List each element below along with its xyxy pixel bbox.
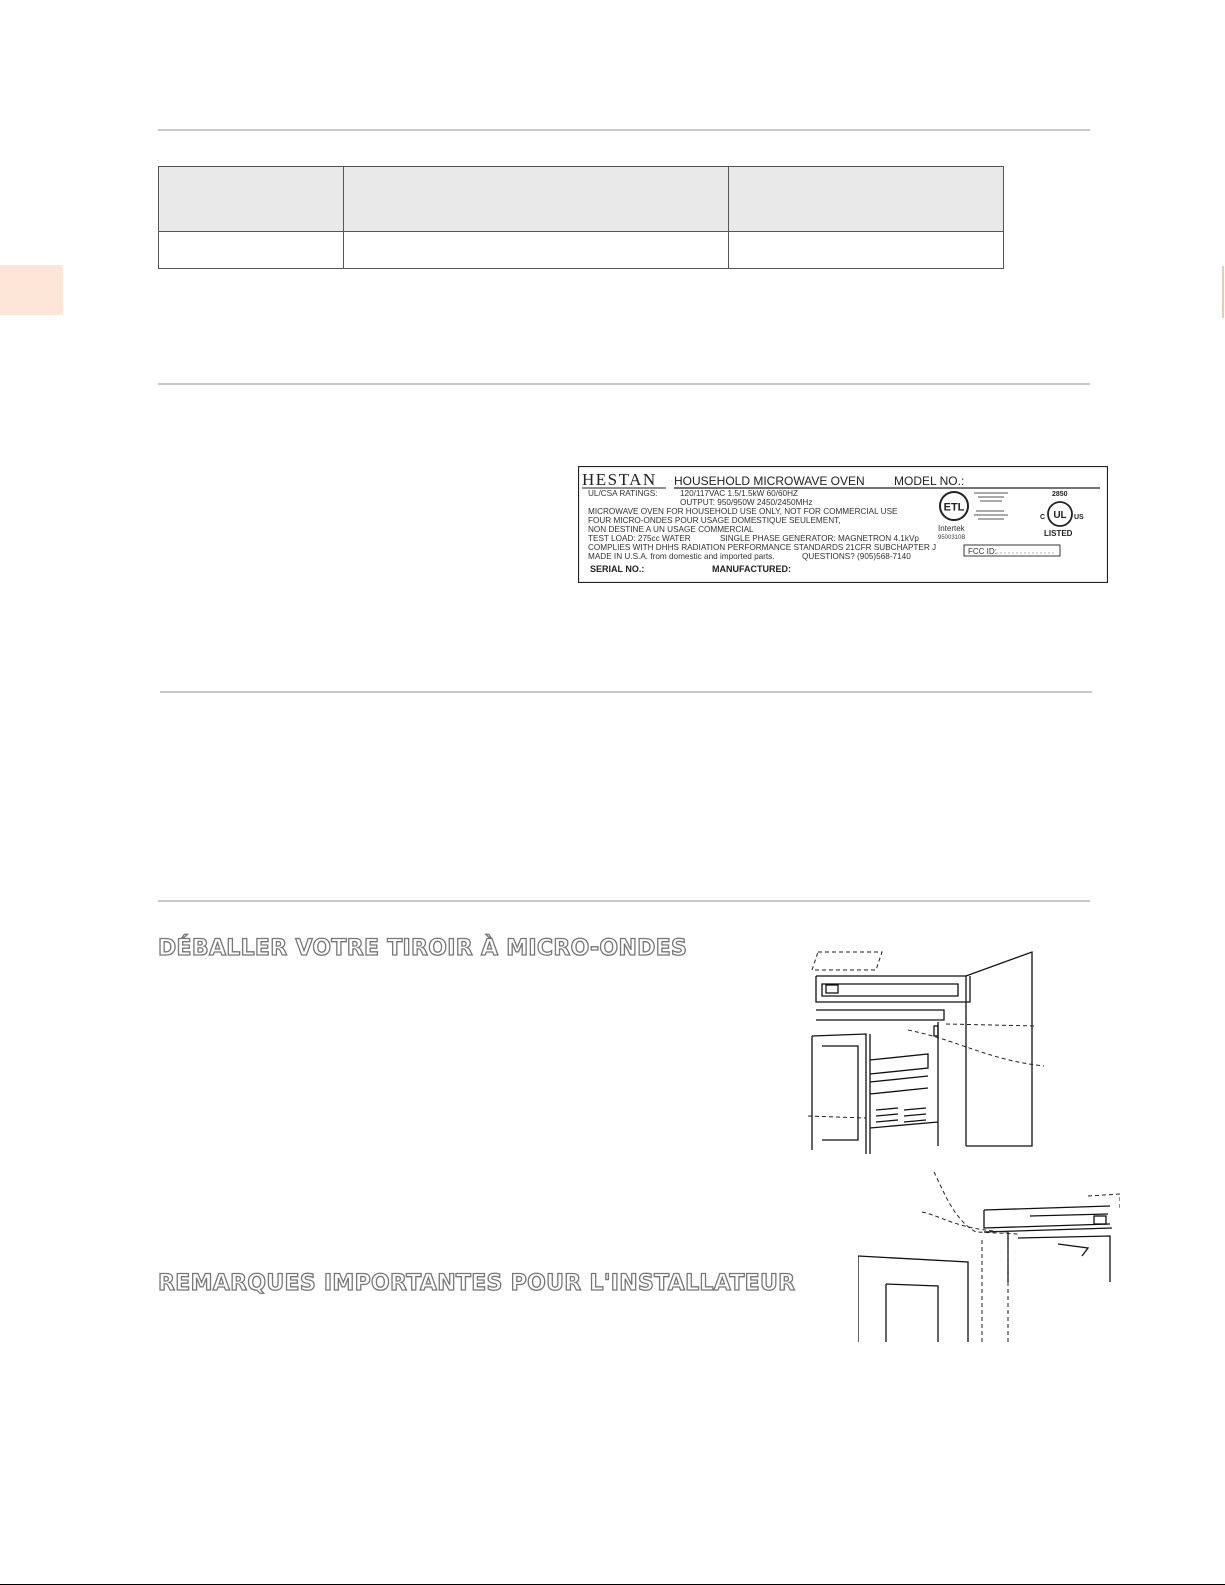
plate-use-fr1: FOUR MICRO-ONDES POUR USAGE DOMESTIQUE SEULEMENT, (588, 516, 841, 525)
ul-c: C (1040, 514, 1046, 521)
plate-ratings-value: 120/117VAC 1.5/1.5kW 60/60HZ (680, 489, 799, 498)
plate-made-in: MADE IN U.S.A. from domestic and imported parts. (588, 552, 775, 561)
section-rule-2 (158, 383, 1090, 385)
ul-us: US (1074, 514, 1084, 521)
plate-generator: SINGLE PHASE GENERATOR: MAGNETRON 4.1kVp (720, 534, 919, 543)
heading-unpacking: DÉBALLER VOTRE TIROIR À MICRO-ONDES (158, 936, 688, 961)
ul-logo-text: UL (1053, 510, 1067, 521)
plate-model-label: MODEL NO.: (894, 474, 965, 488)
table-header-cell (159, 167, 344, 232)
spec-table (158, 166, 1004, 269)
rating-label-plate (578, 466, 1108, 583)
plate-use-fr2: NON DESTINE A UN USAGE COMMERCIAL (588, 525, 754, 534)
plate-questions: QUESTIONS? (905)568-7140 (802, 552, 911, 561)
etl-logo-text: ETL (943, 501, 965, 514)
section-rule-1 (158, 129, 1090, 131)
door-installation-illustration (858, 1172, 1120, 1342)
table-header-row (159, 167, 1004, 232)
plate-ratings-label: UL/CSA RATINGS: (588, 489, 658, 498)
ul-listed: LISTED (1044, 529, 1073, 538)
heading-installer-notes: REMARQUES IMPORTANTES POUR L'INSTALLATEUR (158, 1271, 796, 1296)
ul-code: 2850 (1052, 491, 1068, 498)
plate-intertek: Intertek (938, 524, 965, 533)
table-cell (729, 232, 1004, 269)
plate-manufactured: MANUFACTURED: (712, 564, 791, 574)
plate-title: HOUSEHOLD MICROWAVE OVEN (674, 474, 865, 488)
side-tab (0, 265, 63, 315)
plate-output: OUTPUT: 950/950W 2450/2450MHz (680, 498, 813, 507)
plate-test-load: TEST LOAD: 275cc WATER (588, 534, 691, 543)
table-header-cell (729, 167, 1004, 232)
plate-complies: COMPLIES WITH DHHS RADIATION PERFORMANCE STANDARDS 21CFR SUBCHAPTER J (588, 543, 937, 552)
plate-use-en: MICROWAVE OVEN FOR HOUSEHOLD USE ONLY, NOT FOR COMMERCIAL USE (588, 507, 898, 516)
microwave-drawer-illustration (808, 950, 1058, 1154)
plate-fcc: FCC ID: (968, 547, 997, 556)
plate-brand: HESTAN (582, 470, 657, 489)
section-rule-3 (160, 691, 1092, 693)
section-rule-4 (158, 900, 1090, 902)
plate-intertek-number: 9500310B (938, 535, 966, 541)
table-header-cell (344, 167, 729, 232)
plate-serial: SERIAL NO.: (590, 564, 645, 574)
table-row (159, 232, 1004, 269)
table-cell (344, 232, 729, 269)
table-cell (159, 232, 344, 269)
right-edge-mark (1222, 266, 1224, 318)
